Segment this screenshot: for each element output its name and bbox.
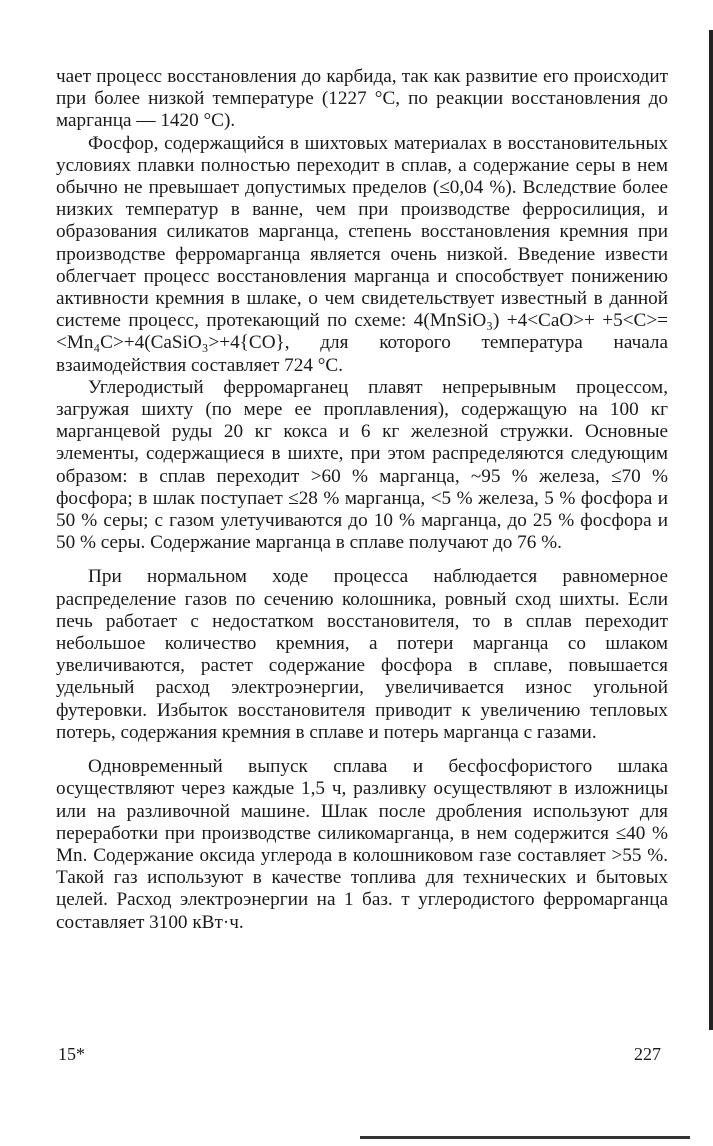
paragraph-phosphorus: Фосфор, содержащийся в шихтовых материалах в восстановительных условиях плавки полностью переходит в сплав, а содержание серы в нем обычно не превышает допустимых пределов (≤0,04 %). Вследствие более низких температур в ванне, чем при производстве ферросилиция, и образования силикатов марганца, степень восстановления кремния при производстве ферромарганца является очень низкой. Введение извести облегчает процесс восстановления марганца и способствует понижению активности кремния в шлаке, о чем свидетельствует известный в данной системе процесс, протекающий по схеме: 4(MnSiO₃) +4<CaO>+ +5<C>=<Mn₄C>+4(CaSiO₃>+4{CO}, для которого температура начала взаимодействия составляет 724 °С.: [56, 132, 668, 376]
page-edge-shadow: [709, 30, 713, 1030]
paragraph-continuation: чает процесс восстановления до карбида, так как развитие его происходит при более низкой температуре (1227 °С, по реакции восстановления до марганца — 1420 °С).: [56, 66, 668, 132]
page-number: 227: [634, 1044, 661, 1064]
bottom-edge-shadow: [360, 1136, 690, 1139]
paragraph-process: При нормальном ходе процесса наблюдается равномерное распределение газов по сечению колошника, ровный сход шихты. Если печь работает с недостатком восстановителя, то в сплав переходит небольшое количество кремния, а потери марганца со шлаком увеличиваются, растет содержание фосфора в сплаве, повышается удельный расход электроэнергии, увеличивается износ угольной футеровки. Избыток восстановителя приводит к увеличению тепловых потерь, содержания кремния в сплаве и потерь марганца с газами.: [56, 566, 668, 743]
paragraph-tapping: Одновременный выпуск сплава и бесфосфористого шлака осуществляют через каждые 1,5 ч, разливку осуществляют в изложницы или на разливочной машине. Шлак после дробления используют для переработки при производстве силикомарганца, в нем содержится ≤40 % Mn. Содержание оксида углерода в колошниковом газе составляет >55 %. Такой газ используют в качестве топлива для технических и бытовых целей. Расход электроэнергии на 1 баз. т углеродистого ферромарганца составляет 3100 кВт·ч.: [56, 756, 668, 933]
page-body: [56, 66, 668, 934]
signature-mark: 15*: [58, 1044, 85, 1064]
paragraph-smelting: Углеродистый ферромарганец плавят непрерывным процессом, загружая шихту (по мере ее проплавления), содержащую на 100 кг марганцевой руды 20 кг кокса и 6 кг железной стружки. Основные элементы, содержащиеся в шихте, при этом распределяются следующим образом: в сплав переходит >60 % марганца, ~95 % железа, ≤70 % фосфора; в шлак поступает ≤28 % марганца, <5 % железа, 5 % фосфора и 50 % серы; с газом улетучиваются до 10 % марганца, до 25 % фосфора и 50 % серы. Содержание марганца в сплаве получают до 76 %.: [56, 376, 668, 554]
